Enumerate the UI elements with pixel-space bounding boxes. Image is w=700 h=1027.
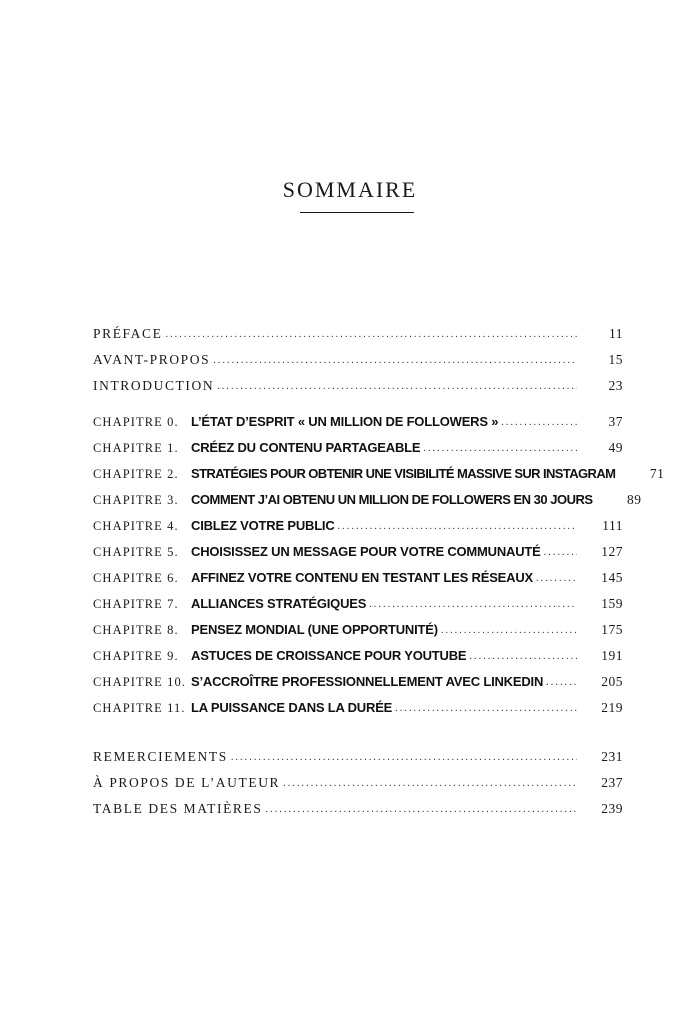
dot-leader bbox=[544, 540, 577, 566]
chapter-title: S’ACCROÎTRE PROFESSIONNELLEMENT AVEC LINKEDIN bbox=[191, 674, 544, 689]
page-number: 127 bbox=[601, 544, 623, 559]
dot-leader bbox=[165, 322, 577, 348]
page-number: 11 bbox=[609, 326, 623, 341]
chapter-title: LA PUISSANCE DANS LA DURÉE bbox=[191, 700, 393, 715]
toc-entry-a-propos-auteur[interactable] bbox=[93, 770, 623, 796]
page-number: 15 bbox=[608, 352, 623, 367]
dot-leader bbox=[395, 696, 577, 722]
chapter-number: CHAPITRE 9. bbox=[93, 649, 179, 663]
dot-leader bbox=[338, 514, 577, 540]
dot-leader bbox=[283, 771, 577, 797]
entry-label: TABLE DES MATIÈRES bbox=[93, 801, 263, 816]
chapter-title: STRATÉGIES POUR OBTENIR UNE VISIBILITÉ MASSIVE SUR INSTAGRAM bbox=[191, 466, 616, 481]
chapter-number: CHAPITRE 3. bbox=[93, 493, 179, 507]
dot-leader bbox=[469, 644, 577, 670]
toc-entry-preface[interactable] bbox=[93, 321, 623, 347]
dot-leader bbox=[369, 592, 577, 618]
toc-entry-chapter-10[interactable] bbox=[93, 669, 623, 695]
page-number: 239 bbox=[601, 801, 623, 816]
chapter-title: CHOISISSEZ UN MESSAGE POUR VOTRE COMMUNAUTÉ bbox=[191, 544, 541, 559]
toc-entry-chapter-6[interactable] bbox=[93, 565, 623, 591]
chapter-number: CHAPITRE 0. bbox=[93, 415, 179, 429]
page-number: 237 bbox=[601, 775, 623, 790]
page-number: 191 bbox=[601, 648, 623, 663]
chapter-number: CHAPITRE 7. bbox=[93, 597, 179, 611]
page-number: 145 bbox=[601, 570, 623, 585]
page-number: 111 bbox=[602, 518, 623, 533]
toc-entry-chapter-7[interactable] bbox=[93, 591, 623, 617]
toc-entry-avant-propos[interactable] bbox=[93, 347, 623, 373]
toc-entry-introduction[interactable] bbox=[93, 373, 623, 399]
page-number: 219 bbox=[601, 700, 623, 715]
page-number: 23 bbox=[608, 378, 623, 393]
toc-entry-chapter-1[interactable] bbox=[93, 435, 623, 461]
chapter-title: AFFINEZ VOTRE CONTENU EN TESTANT LES RÉSEAUX bbox=[191, 570, 533, 585]
page-number: 175 bbox=[601, 622, 623, 637]
chapter-title: L’ÉTAT D’ESPRIT « UN MILLION DE FOLLOWERS » bbox=[191, 414, 499, 429]
chapter-number: CHAPITRE 6. bbox=[93, 571, 179, 585]
chapter-number: CHAPITRE 5. bbox=[93, 545, 179, 559]
page-title: SOMMAIRE bbox=[282, 177, 418, 202]
toc-entry-chapter-2[interactable] bbox=[93, 461, 665, 487]
back-matter-list bbox=[93, 744, 623, 822]
title-underline bbox=[300, 212, 414, 213]
chapter-number: CHAPITRE 10. bbox=[93, 675, 187, 689]
toc-entry-chapter-4[interactable] bbox=[93, 513, 623, 539]
dot-leader bbox=[213, 348, 577, 374]
front-matter-list bbox=[93, 321, 623, 399]
dot-leader bbox=[441, 618, 577, 644]
toc-entry-chapter-3[interactable] bbox=[93, 487, 642, 513]
toc-entry-chapter-5[interactable] bbox=[93, 539, 623, 565]
toc-entry-chapter-0[interactable] bbox=[93, 409, 623, 435]
page-number: 49 bbox=[608, 440, 623, 455]
entry-label: AVANT-PROPOS bbox=[93, 352, 211, 367]
page-number: 71 bbox=[649, 466, 665, 481]
dot-leader bbox=[217, 374, 577, 400]
entry-label: INTRODUCTION bbox=[93, 378, 215, 393]
dot-leader bbox=[265, 797, 577, 823]
toc-entry-table-des-matieres[interactable] bbox=[93, 796, 623, 822]
chapter-number: CHAPITRE 8. bbox=[93, 623, 179, 637]
page-number: 37 bbox=[608, 414, 623, 429]
page-number: 231 bbox=[601, 749, 623, 764]
chapter-title: ASTUCES DE CROISSANCE POUR YOUTUBE bbox=[191, 648, 467, 663]
chapter-number: CHAPITRE 11. bbox=[93, 701, 186, 715]
entry-label: PRÉFACE bbox=[93, 326, 163, 341]
chapter-title: ALLIANCES STRATÉGIQUES bbox=[191, 596, 367, 611]
dot-leader bbox=[423, 436, 577, 462]
page-number: 205 bbox=[601, 674, 623, 689]
chapter-title: COMMENT J’AI OBTENU UN MILLION DE FOLLOWERS EN 30 JOURS bbox=[191, 492, 593, 507]
chapter-title: CIBLEZ VOTRE PUBLIC bbox=[191, 518, 335, 533]
entry-label: À PROPOS DE L’AUTEUR bbox=[93, 775, 281, 790]
dot-leader bbox=[231, 745, 577, 771]
chapter-number: CHAPITRE 1. bbox=[93, 441, 179, 455]
dot-leader bbox=[536, 566, 577, 592]
toc-entry-chapter-9[interactable] bbox=[93, 643, 623, 669]
chapters-list bbox=[93, 409, 665, 721]
dot-leader bbox=[546, 670, 577, 696]
entry-label: REMERCIEMENTS bbox=[93, 749, 228, 764]
dot-leader bbox=[501, 410, 577, 436]
toc-entry-remerciements[interactable] bbox=[93, 744, 623, 770]
chapter-number: CHAPITRE 2. bbox=[93, 467, 179, 481]
toc-entry-chapter-8[interactable] bbox=[93, 617, 623, 643]
toc-entry-chapter-11[interactable] bbox=[93, 695, 623, 721]
chapter-title: CRÉEZ DU CONTENU PARTAGEABLE bbox=[191, 440, 421, 455]
page-number: 159 bbox=[601, 596, 623, 611]
page-number: 89 bbox=[627, 492, 642, 507]
chapter-number: CHAPITRE 4. bbox=[93, 519, 179, 533]
chapter-title: PENSEZ MONDIAL (UNE OPPORTUNITÉ) bbox=[191, 622, 438, 637]
